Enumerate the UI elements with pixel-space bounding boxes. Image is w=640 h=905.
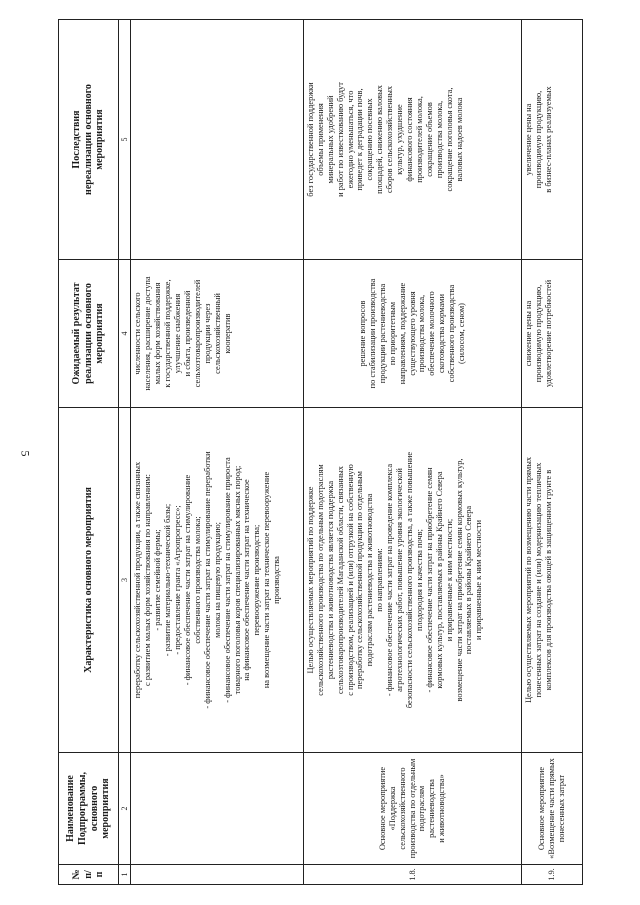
row-result-line: сельхозтоваропроизводителей xyxy=(192,279,202,388)
row-characteristic-line: молока на пищевую продукцию; xyxy=(212,522,222,638)
row-activity-name xyxy=(131,753,304,865)
row-characteristic-line: возмещение части затрат на приобретение семян кормовых культур, xyxy=(454,458,464,702)
column-number: 3 xyxy=(119,408,131,753)
row-characteristic-line: перевооружение производства; xyxy=(252,524,262,636)
row-characteristic-line: кормовых культур, поставляемых в районы Крайнего Севера xyxy=(434,471,444,689)
row-consequence-line: минеральных удобрений xyxy=(325,95,335,184)
row-characteristic xyxy=(303,408,521,753)
activity-name-line: и животноводства» xyxy=(437,774,447,843)
header-text: реализации основного xyxy=(82,283,94,384)
row-number: 1.9. xyxy=(522,865,583,885)
row-characteristic-line: на финансовое обеспечение части затрат на техническое xyxy=(242,479,252,681)
header-result xyxy=(59,260,119,408)
row-characteristic xyxy=(522,408,583,753)
row-characteristic-line: - предоставление гранта «Агропрогресс»; xyxy=(173,505,183,655)
row-result-line: населения, расширение доступа xyxy=(143,276,153,391)
header-text: основного мероприятия xyxy=(88,778,112,839)
row-characteristic-line: по направлениям: xyxy=(375,548,385,612)
activity-name-line: «Поддержка xyxy=(387,786,397,831)
row-result-line: удовлетворение потребностей xyxy=(543,279,553,388)
row-result-line: обеспечение молочного xyxy=(427,291,437,376)
column-number: 5 xyxy=(119,20,131,260)
row-characteristic-line: поставляемых в районы Крайнего Севера xyxy=(464,505,474,655)
header-text: п/п xyxy=(82,870,106,879)
row-characteristic-line: подотраслям растениеводства и животноводства xyxy=(365,493,375,667)
row-characteristic-line: сельхозтоваропроизводителей Магаданской области, связанных xyxy=(335,466,345,694)
activity-name-line: подотраслям растениеводства xyxy=(417,779,437,838)
row-characteristic-line: переработку сельскохозяйственной продукции по отдельным xyxy=(355,471,365,689)
row-consequence-line: площадей, снижению валовых xyxy=(375,85,385,194)
row-consequence-line: увеличение цены на xyxy=(524,103,534,176)
table-row xyxy=(303,20,521,885)
row-consequence-line: культур, ухудшение xyxy=(395,104,405,175)
row-consequence xyxy=(303,20,521,260)
row-characteristic-line: сельскохозяйственного производства по отдельным подотраслям xyxy=(315,464,325,696)
row-result-line: к государственной поддержке, xyxy=(163,279,173,388)
header-row xyxy=(59,20,119,885)
row-consequence-line: финансового состояния xyxy=(405,97,414,182)
row-characteristic-line: производства xyxy=(272,556,282,604)
row-consequence-line: сокращению посевных xyxy=(365,98,375,181)
header-text: нереализации основного xyxy=(82,84,94,195)
row-result-line: снижение цены на xyxy=(524,300,534,367)
row-characteristic-line: и приравненные к ним местности; xyxy=(444,518,454,642)
row-result-line: продукции растениеводства xyxy=(377,283,387,384)
row-characteristic-line: на возмещение части затрат на техническое перевооружение xyxy=(262,471,272,689)
row-consequence-line: без государственной поддержки xyxy=(305,82,315,197)
row-characteristic-line: понесенных затрат на создание и (или) модернизацию тепличных xyxy=(534,462,543,698)
activity-name-line: «Возмещение части прямых xyxy=(547,758,557,859)
row-characteristic-line: - развитие материально-технической базы; xyxy=(163,503,173,657)
row-characteristic-line: - финансовое обеспечение части затрат на стимулирование прироста xyxy=(222,457,232,703)
table-row xyxy=(131,20,304,885)
row-consequence-line: производимую продукцию, xyxy=(534,90,543,189)
header-name xyxy=(59,753,119,865)
row-characteristic-line: Целью осуществляемых мероприятий по возмещению части прямых xyxy=(524,456,534,704)
column-number: 4 xyxy=(119,260,131,408)
row-characteristic-line: - финансовое обеспечение части затрат на стимулирование переработки xyxy=(202,451,212,709)
row-result-line: производства молока, xyxy=(417,294,427,373)
row-characteristic-line: товарного поголовья коров специализированных мясных пород; xyxy=(232,465,242,695)
header-consequence xyxy=(59,20,119,260)
row-result-line: собственного производства xyxy=(447,284,457,383)
row-characteristic-line: с производством, реализацией и (или) отгрузкой на собственную xyxy=(345,464,355,696)
header-text: Последствия xyxy=(70,110,82,169)
row-consequence-line: объемы применения xyxy=(315,103,325,176)
row-result-line: и сбыта, произведенной xyxy=(182,290,192,377)
activity-name-line: производства по отдельным xyxy=(407,758,417,859)
row-consequence-line: ежегодно уменьшаться, что xyxy=(345,90,355,189)
row-result xyxy=(522,260,583,408)
row-result-line: направлениям, поддержание xyxy=(397,282,407,385)
column-number-row xyxy=(119,20,131,885)
column-number: 2 xyxy=(119,753,131,865)
row-characteristic-line: - финансовое обеспечение части затрат на стимулирование xyxy=(182,474,192,686)
row-result xyxy=(131,260,304,408)
row-consequence-line: сборов сельскохозяйственных xyxy=(385,85,395,194)
row-result-line: улучшение снабжения xyxy=(173,293,183,374)
row-result-line: продукции через xyxy=(202,303,212,364)
activity-name-line: сельскохозяйственного xyxy=(397,767,407,850)
row-result-line: решение вопросов xyxy=(358,300,368,367)
table-row xyxy=(522,20,583,885)
row-characteristic-line: - развитие семейной фермы; xyxy=(153,529,163,631)
row-consequence-line: валовых надоев молока xyxy=(454,97,464,182)
row-consequence-line: сокращение объемов xyxy=(424,102,434,177)
header-text: Ожидаемый результат xyxy=(70,282,82,385)
header-text: № xyxy=(70,869,82,880)
program-table xyxy=(58,19,583,885)
row-characteristic-line: - финансовое обеспечение части затрат на приобретение семян xyxy=(424,467,434,693)
page-number: 5 xyxy=(18,450,33,457)
header-text: Подпрограммы, xyxy=(76,772,88,845)
row-result-line: скотоводства кормами xyxy=(437,294,447,373)
row-consequence-line: и работ по известкованию будут xyxy=(335,82,345,197)
row-characteristic-line: собственного производства молока; xyxy=(192,516,202,644)
row-consequence-line: производства молока, xyxy=(434,100,444,179)
header-number xyxy=(59,865,119,885)
row-consequence-line: в бизнес-планах реализуемых xyxy=(543,86,553,193)
activity-name-line: Основное мероприятие xyxy=(537,766,547,851)
row-result-line: существующего уровня xyxy=(407,291,417,376)
header-text: мероприятия xyxy=(94,303,106,364)
header-text: Характеристика основного мероприятия xyxy=(82,487,94,673)
row-consequence-line: производителей молока, xyxy=(414,96,424,183)
row-characteristic xyxy=(131,408,304,753)
row-result-line: по стабилизации производства xyxy=(367,278,377,389)
row-result-line: малых форм хозяйствования xyxy=(153,282,163,385)
row-characteristic-line: переработку сельскохозяйственной продукции, а также связанных xyxy=(133,461,143,699)
row-result-line: производимую продукцию, xyxy=(534,284,543,383)
row-number xyxy=(131,865,304,885)
row-result-line: кооператив xyxy=(222,313,232,354)
row-result-line: по приоритетным xyxy=(387,301,397,366)
row-result-line: (силосом, сеном) xyxy=(457,303,467,364)
row-result-line: численности сельского xyxy=(133,292,143,375)
row-result xyxy=(303,260,521,408)
activity-name-line: понесенных затрат xyxy=(557,774,566,843)
header-characteristic xyxy=(59,408,119,753)
row-activity-name xyxy=(303,753,521,865)
header-text: Наименование xyxy=(64,775,76,842)
row-characteristic-line: плодородия и качества почв; xyxy=(414,529,424,631)
row-result-line: сельскохозяйственный xyxy=(212,293,222,374)
table-body xyxy=(131,20,583,885)
row-characteristic-line: с развитием малых форм хозяйствования по направлениям: xyxy=(143,474,153,686)
header-text: мероприятия xyxy=(94,109,106,170)
row-characteristic-line: и приравненные к ним местности xyxy=(474,519,484,641)
row-consequence xyxy=(522,20,583,260)
activity-name-line: Основное мероприятие xyxy=(377,766,387,851)
row-characteristic-line: растениеводства и животноводства является поддержка xyxy=(325,480,335,680)
row-characteristic-line: агротехнологических работ, повышение уровня экологической xyxy=(395,468,405,692)
row-consequence-line: приведет к деградации почв, xyxy=(355,88,365,191)
row-number: 1.8. xyxy=(303,865,521,885)
row-activity-name xyxy=(522,753,583,865)
row-consequence xyxy=(131,20,304,260)
row-characteristic-line: безопасности сельскохозяйственного производства, а также повышение xyxy=(405,451,414,709)
rotated-table-wrapper xyxy=(58,20,583,885)
column-number: 1 xyxy=(119,865,131,885)
row-consequence-line: сокращение поголовья скота, xyxy=(444,87,454,192)
row-characteristic-line: - финансовое обеспечение части затрат на проведение комплекса xyxy=(385,463,395,697)
row-characteristic-line: комплексов для производства овощей в защищенном грунте в xyxy=(543,469,553,691)
row-characteristic-line: Целью осуществляемых мероприятий по поддержке xyxy=(305,486,315,674)
